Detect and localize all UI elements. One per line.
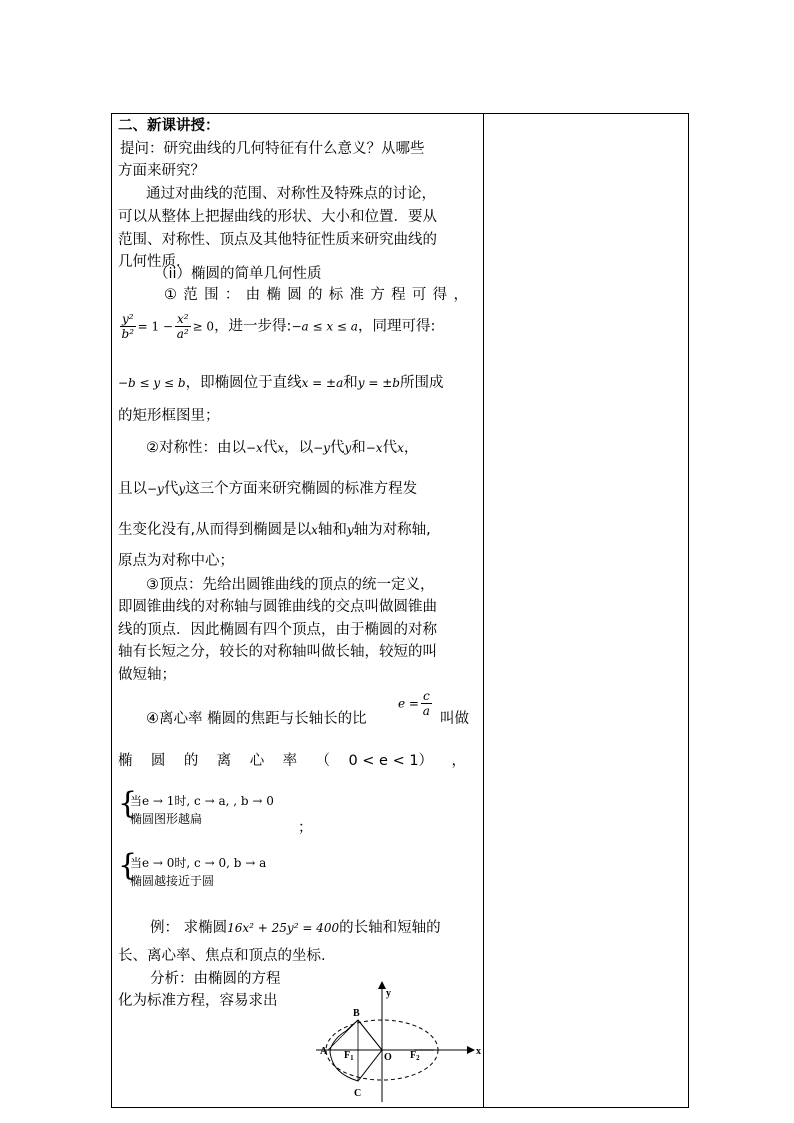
symmetry-line-3: 生变化没有,从而得到椭圆是以x轴和y轴为对称轴, xyxy=(118,522,431,538)
spaced-char: 心 xyxy=(249,753,265,769)
eccentricity-suffix: 叫做 xyxy=(440,711,469,727)
case-result: 椭圆越接近于圆 xyxy=(130,874,215,888)
analysis-line: 化为标准方程，容易求出 xyxy=(118,993,278,1009)
segment-bo xyxy=(358,1020,382,1050)
symmetry-line-2: 且以−y代y这三个方面来研究椭圆的标准方程发 xyxy=(118,481,418,497)
focus-2-label: $F_2$ xyxy=(410,1050,420,1062)
column-divider xyxy=(483,114,484,1107)
spaced-char: 围 xyxy=(204,287,219,303)
spaced-char: ： xyxy=(224,287,240,303)
spaced-char: ① xyxy=(164,287,177,303)
range-line-3: −b ≤ y ≤ b，即椭圆位于直线x = ±a和y = ±b所围成 xyxy=(118,375,444,391)
vertex-line: 即圆锥曲线的对称轴与圆锥曲线的交点叫做圆锥曲 xyxy=(118,599,437,615)
case-separator: ； xyxy=(298,820,313,836)
origin-label: O xyxy=(384,1052,392,1063)
eccentricity-equation: e = $\frac{c}{a}$ xyxy=(398,689,430,718)
fraction: $\frac{c}{a}$ xyxy=(422,689,430,718)
spaced-char: 圆 xyxy=(150,753,166,769)
case-condition: 当e → 1时, c → a, , b → 0 xyxy=(130,794,274,808)
paragraph-line: 可以从整体上把握曲线的形状、大小和位置．要从 xyxy=(118,209,437,225)
spaced-char: 率 xyxy=(282,753,298,769)
range-heading-line xyxy=(164,284,468,307)
spaced-char: 的 xyxy=(183,753,199,769)
spaced-char: 椭 xyxy=(118,753,133,769)
spaced-char: 由 xyxy=(245,287,261,303)
example-line-1: 例： 求椭圆16x² + 25y² = 400的长轴和短轴的 xyxy=(150,920,441,936)
spaced-char: 方 xyxy=(370,287,385,303)
example-line-2: 长、离心率、焦点和顶点的坐标. xyxy=(118,948,326,964)
question-text-cont: 方面来研究？ xyxy=(118,163,205,179)
spaced-char: （ xyxy=(315,753,331,769)
question-text: 提问：研究曲线的几何特征有什么意义？从哪些 xyxy=(120,141,425,157)
fraction: $\frac{\text{y²}}{\text{b²}}$ xyxy=(121,312,135,341)
lesson-table xyxy=(111,113,689,1108)
vertex-line: ③顶点：先给出圆锥曲线的顶点的统一定义， xyxy=(146,577,435,593)
spaced-char: 圆 xyxy=(287,287,302,303)
paragraph-line: 通过对曲线的范围、对称性及特殊点的讨论， xyxy=(146,186,436,202)
spaced-char: 得 xyxy=(432,287,448,303)
eccentricity-line-2 xyxy=(118,750,466,773)
spaced-char: 程 xyxy=(391,287,406,303)
spaced-char: 0 < e < 1） xyxy=(348,753,434,769)
axis-x-label: x xyxy=(476,1046,481,1057)
vertex-line: 轴有长短之分，较长的对称轴叫做长轴，较短的叫 xyxy=(118,644,437,660)
fraction: $\frac{\text{x²}}{\text{a²}}$ xyxy=(176,312,189,341)
axis-y-label: y xyxy=(386,988,391,999)
spaced-char: 标 xyxy=(328,287,344,303)
range-equation-line: $\frac{\text{y²}}{\text{b²}}$ = 1 − $\frac{\text{x²}}{\text{a²}}$ ≥ 0，进一步得:−a ≤ x ≤ a，同理可得: xyxy=(121,312,436,341)
section-title: 二、新课讲授： xyxy=(118,118,220,134)
paragraph-line: 几何性质． xyxy=(118,254,191,270)
analysis-line: 分析：由椭圆的方程 xyxy=(150,971,281,987)
vertex-line: 线的顶点．因此椭圆有四个顶点，由于椭圆的对称 xyxy=(118,622,437,638)
eccentricity-line-1: ④离心率 椭圆的焦距与长轴长的比 xyxy=(146,711,367,727)
spaced-char: 椭 xyxy=(266,287,281,303)
spaced-char: 范 xyxy=(183,287,198,303)
spaced-char: 准 xyxy=(349,287,365,303)
spaced-char: ， xyxy=(451,753,466,769)
spaced-char: 可 xyxy=(411,287,427,303)
point-c-label: C xyxy=(354,1088,362,1099)
paragraph-line: 范围、对称性、顶点及其他特征性质来研究曲线的 xyxy=(118,232,437,248)
spaced-char: 的 xyxy=(307,287,323,303)
point-a-label: A xyxy=(320,1046,328,1057)
ellipse-figure xyxy=(316,976,486,1104)
vertex-line: 做短轴； xyxy=(118,667,176,683)
spaced-char: ， xyxy=(453,287,468,303)
subheading: （ii）椭圆的简单几何性质 xyxy=(154,266,322,282)
lesson-content-cell xyxy=(112,114,482,1107)
case-block-2: { 当e → 0时, c → 0, b → a 椭圆越接近于圆 xyxy=(118,851,318,891)
point-b-label: B xyxy=(353,1008,360,1019)
case-condition: 当e → 0时, c → 0, b → a xyxy=(130,856,267,870)
case-result: 椭圆图形越扁 xyxy=(130,812,203,826)
range-line-4: 的矩形框图里； xyxy=(118,408,220,424)
case-block-1: { 当e → 1时, c → a, , b → 0 椭圆图形越扁 xyxy=(118,789,318,829)
segment-ab xyxy=(328,1020,358,1050)
focus-1-label: $F_1$ xyxy=(344,1050,354,1062)
symmetry-line-4: 原点为对称中心； xyxy=(118,553,234,569)
spaced-char: 离 xyxy=(216,753,232,769)
symmetry-line-1: ②对称性：由以−x代x，以−y代y和−x代x， xyxy=(146,440,419,456)
